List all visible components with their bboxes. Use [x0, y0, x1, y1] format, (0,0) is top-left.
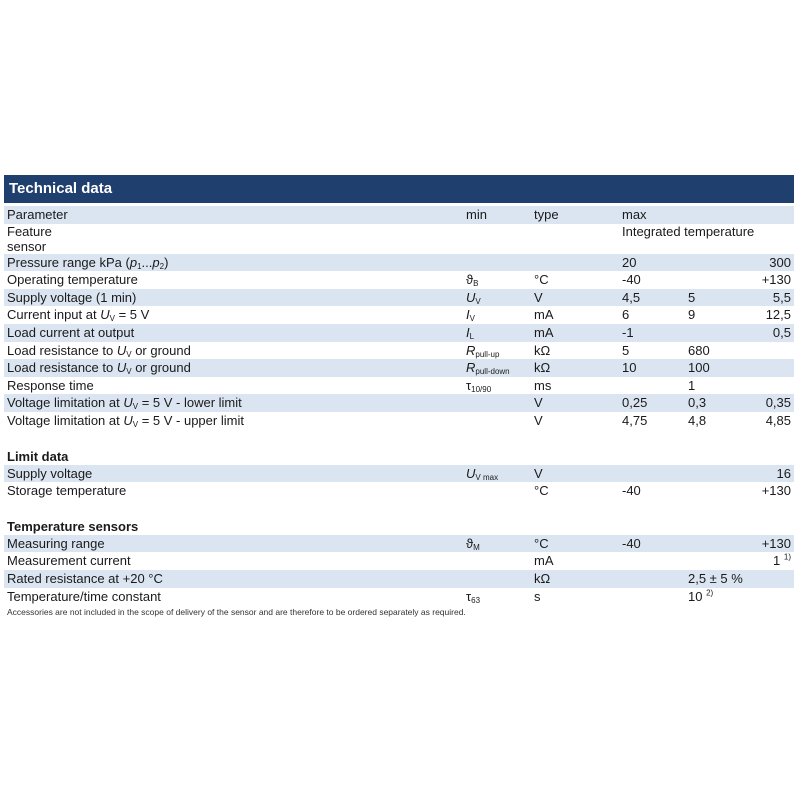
table-row — [4, 570, 794, 588]
table-row — [4, 254, 794, 272]
row-min: 0,25 — [622, 395, 648, 411]
feature-value: Integrated temperature — [622, 223, 755, 239]
row-symbol: $I_V$ — [466, 307, 475, 324]
row-min: -1 — [622, 324, 634, 340]
row-max: 1 $^{1)}$ — [773, 552, 791, 569]
row-min: 20 — [622, 254, 637, 270]
row-unit: V — [534, 289, 543, 305]
row-symbol: $U_{V max}$ — [466, 465, 499, 482]
row-parameter: Supply voltage — [7, 465, 93, 481]
row-parameter: Voltage limitation at $U_V = 5$ V - lower limit — [7, 395, 242, 412]
row-max: +130 — [761, 272, 791, 288]
row-parameter: Load resistance to $U_V$ or ground — [7, 360, 191, 377]
row-unit: V — [534, 465, 543, 481]
row-parameter: Operating temperature — [7, 272, 138, 288]
table-row — [4, 552, 794, 570]
row-unit: kΩ — [534, 342, 551, 358]
row-symbol: $\tau_{63}$ — [466, 588, 481, 605]
header-min: min — [466, 207, 487, 222]
row-typ: 680 — [688, 342, 710, 358]
table-row — [4, 306, 794, 324]
row-parameter: Supply voltage (1 min) — [7, 289, 137, 305]
feature-label-line1: Feature — [7, 223, 52, 239]
feature-row — [4, 224, 794, 254]
row-parameter: Measurement current — [7, 553, 131, 569]
row-max: 0,35 — [765, 395, 791, 411]
row-typ: 5 — [688, 289, 696, 305]
table-row — [4, 412, 794, 430]
row-max: 5,5 — [772, 289, 791, 305]
row-min: 6 — [622, 307, 630, 323]
row-unit: mA — [534, 324, 554, 340]
row-parameter: Temperature/time constant — [7, 588, 161, 604]
row-symbol: $I_L$ — [466, 324, 475, 341]
row-parameter: Response time — [7, 377, 94, 393]
row-typ: 1 — [688, 377, 696, 393]
table-row — [4, 465, 794, 483]
row-parameter: Storage temperature — [7, 483, 127, 499]
row-typ: 2,5 ± 5 % — [688, 570, 743, 586]
section-title-bar: Technical data — [4, 175, 794, 203]
feature-label — [7, 224, 307, 254]
table-row — [4, 535, 794, 553]
row-min: 4,5 — [622, 289, 641, 305]
row-parameter: Rated resistance at +20 °C — [7, 570, 163, 586]
row-unit: °C — [534, 483, 549, 499]
row-min: -40 — [622, 272, 641, 288]
row-min: -40 — [622, 483, 641, 499]
row-min: 10 — [622, 360, 637, 376]
row-parameter: Current input at $U_V = 5$ V — [7, 307, 150, 324]
row-parameter: Load current at output — [7, 324, 135, 340]
row-unit: °C — [534, 535, 549, 551]
row-max: 12,5 — [765, 307, 791, 323]
row-symbol: $ϑ_B$ — [466, 272, 479, 289]
table-row — [4, 588, 794, 606]
row-unit: V — [534, 412, 543, 428]
footnote: Accessories are not included in the scope of delivery of the sensor and are therefore to be ordered separately as required. — [7, 607, 466, 618]
table-row — [4, 289, 794, 307]
row-typ: 100 — [688, 360, 710, 376]
row-symbol: $ϑ_M$ — [466, 535, 480, 552]
row-parameter: Load resistance to $U_V$ or ground — [7, 342, 191, 359]
row-max: +130 — [761, 483, 791, 499]
table-row — [4, 324, 794, 342]
row-typ: 10 $^{2)}$ — [688, 588, 714, 604]
row-unit: V — [534, 395, 543, 411]
row-typ: 4,8 — [688, 412, 707, 428]
row-max: 0,5 — [772, 324, 791, 340]
row-max: 4,85 — [765, 412, 791, 428]
row-symbol: $U_V$ — [466, 289, 481, 306]
feature-label-line2: sensor — [7, 238, 47, 254]
row-unit: mA — [534, 553, 554, 569]
row-min: -40 — [622, 535, 641, 551]
table-header-row — [4, 206, 794, 224]
row-symbol: $R_{pull-down}$ — [466, 360, 510, 377]
row-parameter: Measuring range — [7, 535, 105, 551]
limit-data-title: Limit data — [7, 448, 69, 464]
row-min: 4,75 — [622, 412, 648, 428]
table-row — [4, 271, 794, 289]
table-row — [4, 342, 794, 360]
row-unit: °C — [534, 272, 549, 288]
table-row — [4, 482, 794, 500]
temperature-sensors-title: Temperature sensors — [7, 518, 139, 534]
row-unit: s — [534, 588, 541, 604]
row-symbol: $\tau_{10/90}$ — [466, 377, 492, 394]
row-parameter: Voltage limitation at $U_V = 5$ V - upper limit — [7, 412, 244, 429]
row-typ: 0,3 — [688, 395, 707, 411]
row-unit: kΩ — [534, 360, 551, 376]
row-max: 16 — [776, 465, 791, 481]
row-max: +130 — [761, 535, 791, 551]
table-row — [4, 359, 794, 377]
header-max: max — [622, 207, 647, 222]
row-typ: 9 — [688, 307, 696, 323]
header-parameter: Parameter — [7, 207, 68, 222]
row-unit: ms — [534, 377, 552, 393]
table-row — [4, 377, 794, 395]
row-symbol: $R_{pull-up}$ — [466, 342, 500, 359]
row-unit: mA — [534, 307, 554, 323]
header-type: type — [534, 207, 559, 222]
row-min: 5 — [622, 342, 630, 358]
table-row — [4, 394, 794, 412]
technical-data-sheet — [4, 175, 794, 617]
row-unit: kΩ — [534, 570, 551, 586]
row-max: 300 — [769, 254, 791, 270]
row-parameter: Pressure range kPa $(p_1...p_2)$ — [7, 254, 169, 271]
